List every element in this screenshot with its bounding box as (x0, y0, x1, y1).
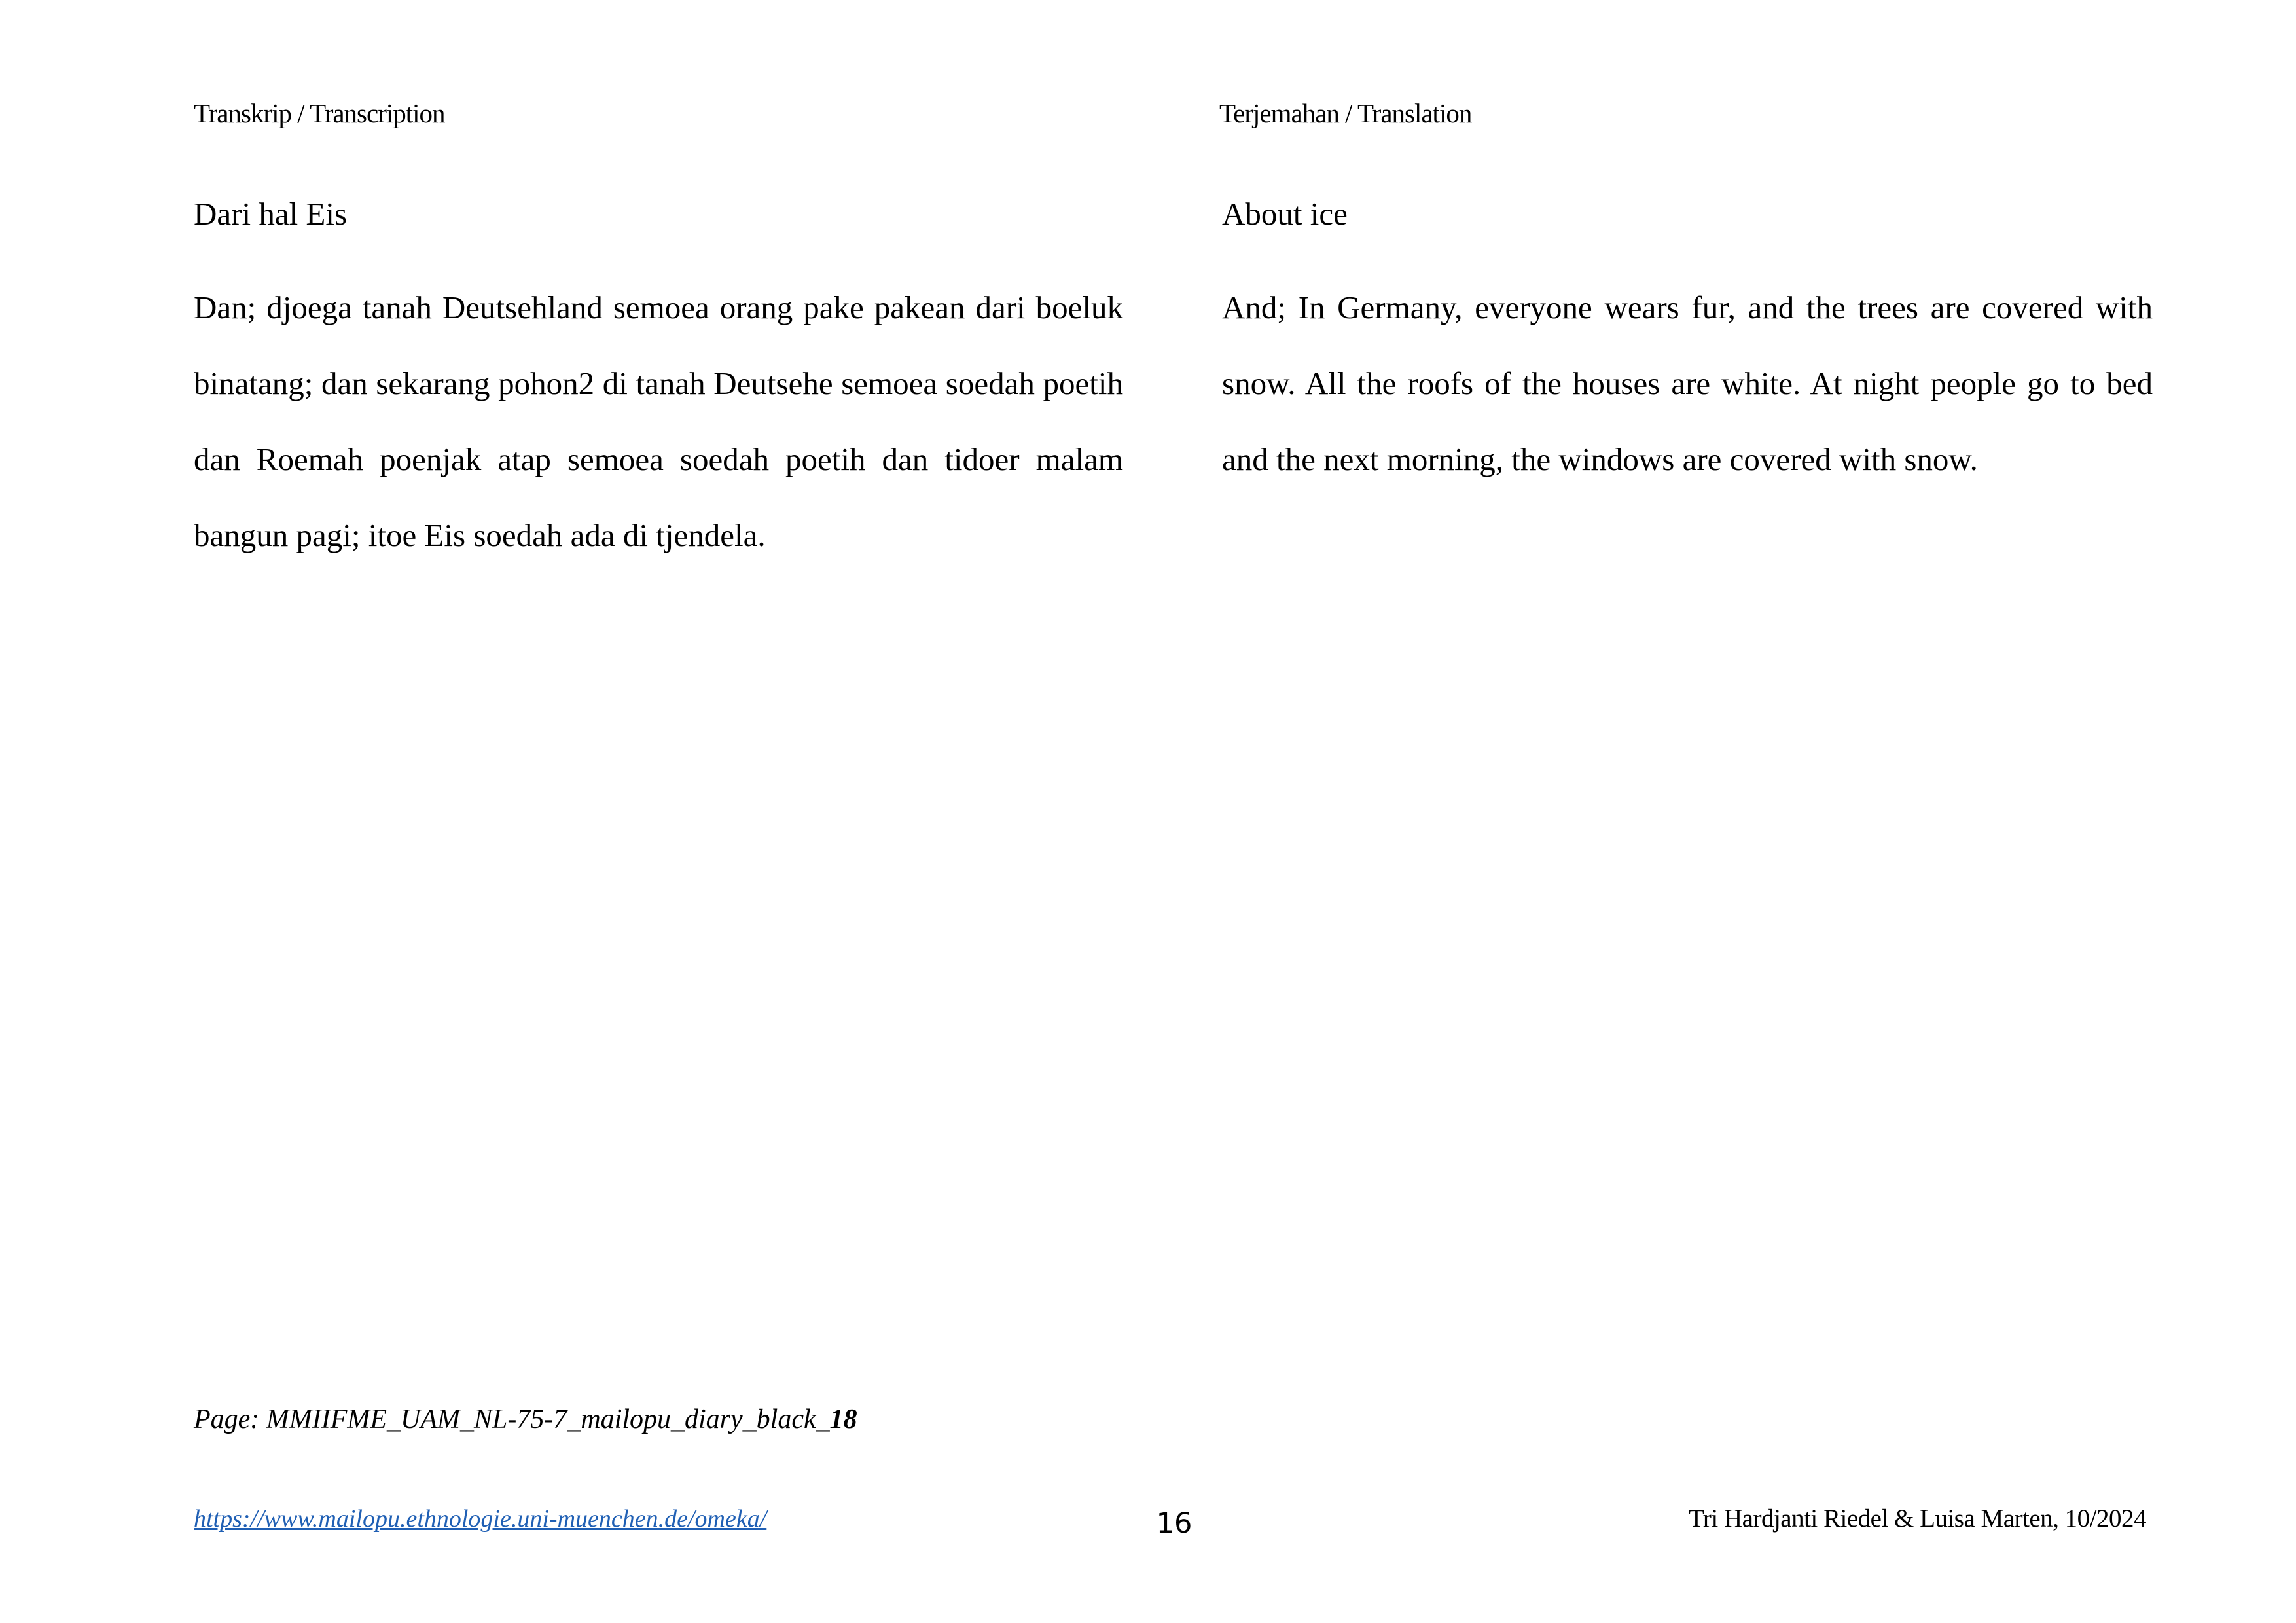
page-reference-number: 18 (829, 1404, 857, 1434)
page-reference (194, 1402, 857, 1436)
transcription-heading: Transkrip / Transcription (194, 98, 445, 128)
transcription-title: Dari hal Eis (194, 196, 348, 232)
transcription-body: Dan; djoega tanah Deutsehland semoea orang pake pakean dari boeluk binatang; dan sekarang pohon2 di tanah Deutsehe semoea soedah poetih dan Roemah poenjak atap semoea soedah poetih dan tidoer malam bangun pagi; itoe Eis soedah ada di tjendela. (194, 289, 1123, 553)
translation-heading: Terjemahan / Translation (1219, 98, 1472, 128)
archive-link[interactable]: https://www.mailopu.ethnologie.uni-muenchen.de/omeka/ (194, 1505, 767, 1533)
author-credit: Tri Hardjanti Riedel & Luisa Marten, 10/2024 (1688, 1504, 2146, 1533)
page-reference-prefix: Page: MMIIFME_UAM_NL-75-7_mailopu_diary_black_ (194, 1404, 830, 1434)
page-number: 16 (1156, 1507, 1193, 1540)
translation-title: About ice (1222, 196, 1348, 232)
translation-body: And; In Germany, everyone wears fur, and the trees are covered with snow. All the roofs of the houses are white. At night people go to bed and the next morning, the windows are covered with snow. (1222, 289, 2153, 477)
